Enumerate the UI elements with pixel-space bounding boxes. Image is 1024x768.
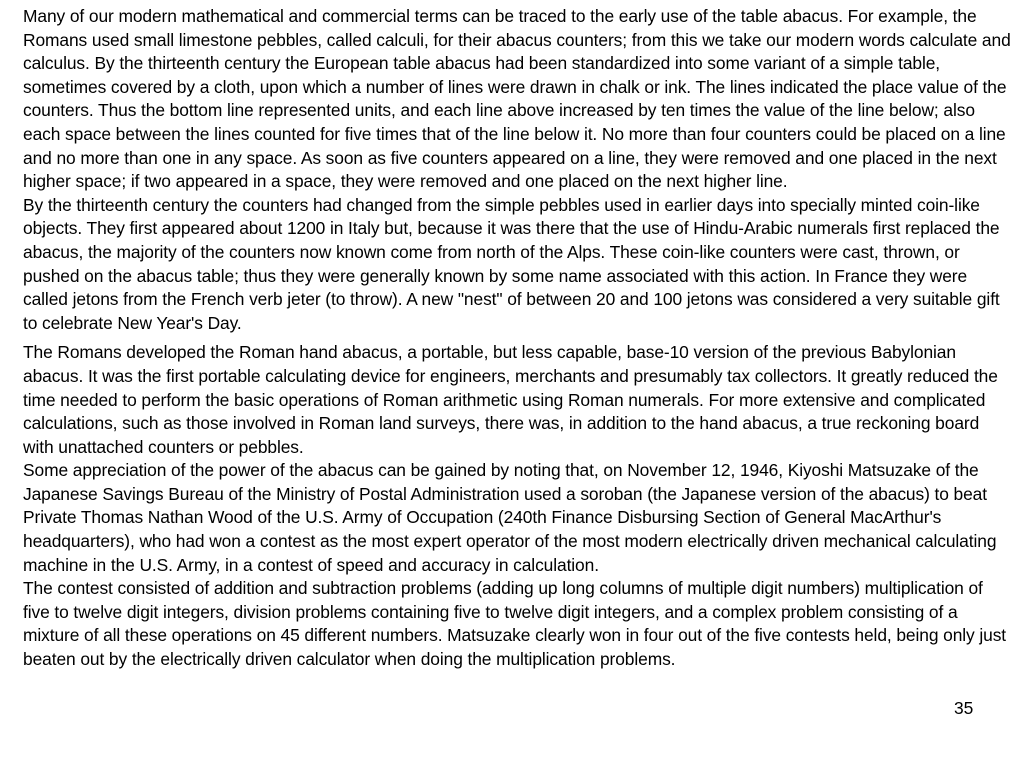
- body-text: [23, 5, 1013, 672]
- paragraph-soroban-contest: Some appreciation of the power of the abacus can be gained by noting that, on November 12, 1946, Kiyoshi Matsuzake of the Japanese Savings Bureau of the Ministry of Postal Administration used a soroban (the Japanese version of the abacus) to beat Private Thomas Nathan Wood of the U.S. Army of Occupation (240th Finance Disbursing Section of General MacArthur's headquarters), who had won a contest as the most expert operator of the most modern electrically driven mechanical calculating machine in the U.S. Army, in a contest of speed and accuracy in calculation.: [23, 460, 997, 575]
- paragraph-contest-details: The contest consisted of addition and subtraction problems (adding up long columns of multiple digit numbers) multiplication of five to twelve digit integers, division problems containing five to twelve digit integers, and a complex problem consisting of a mixture of all these operations on 45 different numbers. Matsuzake clearly won in four out of the five contests held, being only just beaten out by the electrically driven calculator when doing the multiplication problems.: [23, 578, 1007, 670]
- paragraph-roman-hand-abacus: The Romans developed the Roman hand abacus, a portable, but less capable, base-10 version of the previous Babylonian abacus. It was the first portable calculating device for engineers, merchants and presumably tax collectors. It greatly reduced the time needed to perform the basic operations of Roman arithmetic using Roman numerals. For more extensive and complicated calculations, such as those involved in Roman land surveys, there was, in addition to the hand abacus, a true reckoning board with unattached counters or pebbles.: [23, 342, 998, 457]
- paragraph-jetons: By the thirteenth century the counters had changed from the simple pebbles used in earlier days into specially minted coin-like objects. They first appeared about 1200 in Italy but, because it was there that the use of Hindu-Arabic numerals first replaced the abacus, the majority of the counters now known come from north of the Alps. These coin-like counters were cast, thrown, or pushed on the abacus table; thus they were generally known by some name associated with this action. In France they were called jetons from the French verb jeter (to throw). A new "nest" of between 20 and 100 jetons was considered a very suitable gift to celebrate New Year's Day.: [23, 194, 1000, 333]
- page-number: 35: [954, 698, 974, 718]
- paragraph-table-abacus: Many of our modern mathematical and commercial terms can be traced to the early use of the table abacus. For example, the Romans used small limestone pebbles, called calculi, for their abacus counters; from this we take our modern words calculate and calculus. By the thirteenth century the European table abacus had been standardized into some variant of a simple table, sometimes covered by a cloth, upon which a number of lines were drawn in chalk or ink. The lines indicated the place value of the counters. Thus the bottom line represented units, and each line above increased by ten times the value of the line below; also each space between the lines counted for five times that of the line below it. No more than four counters could be placed on a line and no more than one in any space. As soon as five counters appeared on a line, they were removed and one placed in the next higher space; if two appeared in a space, they were removed and one placed on the next higher line.: [23, 6, 1011, 192]
